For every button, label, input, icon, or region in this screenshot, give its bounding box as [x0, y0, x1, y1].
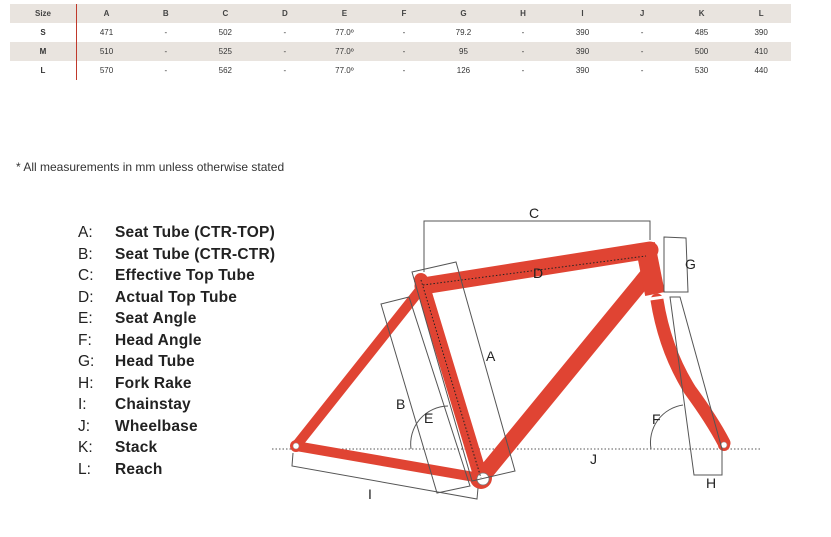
- table-cell: -: [402, 28, 406, 37]
- legend-label: Chainstay: [115, 396, 191, 413]
- header-e: E: [341, 9, 348, 18]
- label-d: D: [533, 265, 544, 281]
- header-c: C: [222, 9, 229, 18]
- legend-label: Seat Tube (CTR-TOP): [115, 224, 275, 241]
- table-cell: 502: [218, 28, 232, 37]
- header-l: L: [758, 9, 764, 18]
- table-cell: -: [402, 47, 406, 56]
- table-cell: 390: [754, 28, 768, 37]
- header-i: I: [581, 9, 584, 18]
- header-h: H: [520, 9, 526, 18]
- label-a: A: [486, 348, 496, 364]
- legend-key: F:: [78, 331, 92, 349]
- legend-key: A:: [78, 224, 93, 241]
- header-f: F: [401, 9, 407, 18]
- label-b: B: [396, 396, 406, 412]
- table-cell: -: [402, 66, 406, 75]
- table-cell: 77.0º: [335, 47, 354, 56]
- table-cell: -: [521, 47, 525, 56]
- table-cell: -: [640, 28, 644, 37]
- legend-label: Fork Rake: [115, 374, 192, 392]
- table-cell: 525: [218, 47, 232, 56]
- table-cell: 390: [575, 66, 590, 75]
- table-cell: L: [10, 61, 77, 80]
- header-size: Size: [10, 4, 77, 23]
- measurement-note: * All measurements in mm unless otherwise stated: [16, 160, 285, 174]
- legend-key: J:: [78, 417, 91, 435]
- table-cell: 510: [99, 47, 114, 56]
- table-cell: 530: [694, 66, 709, 75]
- table-cell: 390: [575, 28, 590, 37]
- rear-axle: [293, 443, 299, 449]
- label-e: E: [424, 410, 434, 426]
- table-cell: 562: [218, 66, 232, 75]
- label-h: H: [706, 475, 717, 491]
- table-cell: 440: [754, 66, 768, 75]
- table-cell: 390: [575, 47, 590, 56]
- legend-label: Head Tube: [115, 353, 195, 370]
- label-g: G: [685, 256, 696, 272]
- legend-key: K:: [78, 439, 93, 456]
- legend-label: Wheelbase: [115, 417, 198, 435]
- table-cell: M: [10, 42, 77, 61]
- header-d: D: [281, 9, 288, 18]
- table-cell: 79.2: [455, 28, 472, 37]
- table-cell: S: [10, 23, 77, 42]
- table-cell: -: [640, 47, 644, 56]
- legend-label: Seat Tube (CTR-CTR): [115, 245, 276, 263]
- table-cell: -: [283, 47, 287, 56]
- table-cell: 95: [459, 47, 468, 56]
- legend-key: B:: [78, 245, 93, 263]
- table-cell: -: [640, 66, 644, 75]
- table-cell: 500: [694, 47, 709, 56]
- table-cell: -: [164, 28, 168, 37]
- table-cell: 410: [754, 47, 768, 56]
- table-cell: 570: [99, 66, 114, 75]
- table-cell: 126: [456, 66, 471, 75]
- table-cell: -: [521, 28, 525, 37]
- legend-label: Actual Top Tube: [115, 288, 238, 306]
- legend-label: Reach: [115, 460, 163, 478]
- label-j: J: [590, 451, 597, 467]
- legend-label: Head Angle: [115, 331, 202, 349]
- down-tube: [481, 272, 650, 478]
- table-cell: -: [164, 66, 168, 75]
- legend-label: Effective Top Tube: [115, 267, 255, 284]
- headset-gap: [650, 297, 664, 299]
- table-cell: -: [521, 66, 525, 75]
- table-cell: -: [164, 47, 168, 56]
- table-cell: -: [283, 28, 287, 37]
- header-k: K: [698, 9, 705, 18]
- legend-key: G:: [78, 353, 95, 370]
- header-j: J: [639, 9, 645, 18]
- label-f: F: [652, 411, 661, 427]
- label-c: C: [529, 205, 540, 221]
- header-b: B: [162, 9, 169, 18]
- head-tube: [645, 244, 655, 294]
- legend-key: L:: [78, 460, 91, 478]
- table-cell: -: [283, 66, 287, 75]
- fork-rake-box: [670, 297, 722, 475]
- table-cell: 77.0º: [335, 28, 354, 37]
- seatstay-tube: [296, 290, 420, 446]
- table-cell: 485: [694, 28, 709, 37]
- table-cell: 77.0º: [335, 66, 354, 75]
- legend-key: D:: [78, 288, 94, 306]
- header-a: A: [103, 9, 110, 18]
- chainstay-tube: [296, 446, 480, 478]
- legend-key: I:: [78, 396, 87, 413]
- legend-key: E:: [78, 310, 93, 327]
- legend-label: Stack: [115, 439, 158, 456]
- label-i: I: [368, 486, 372, 502]
- table-cell: 471: [99, 28, 114, 37]
- legend-key: H:: [78, 374, 94, 392]
- header-g: G: [460, 9, 467, 18]
- legend-label: Seat Angle: [115, 310, 197, 327]
- legend-key: C:: [78, 267, 94, 284]
